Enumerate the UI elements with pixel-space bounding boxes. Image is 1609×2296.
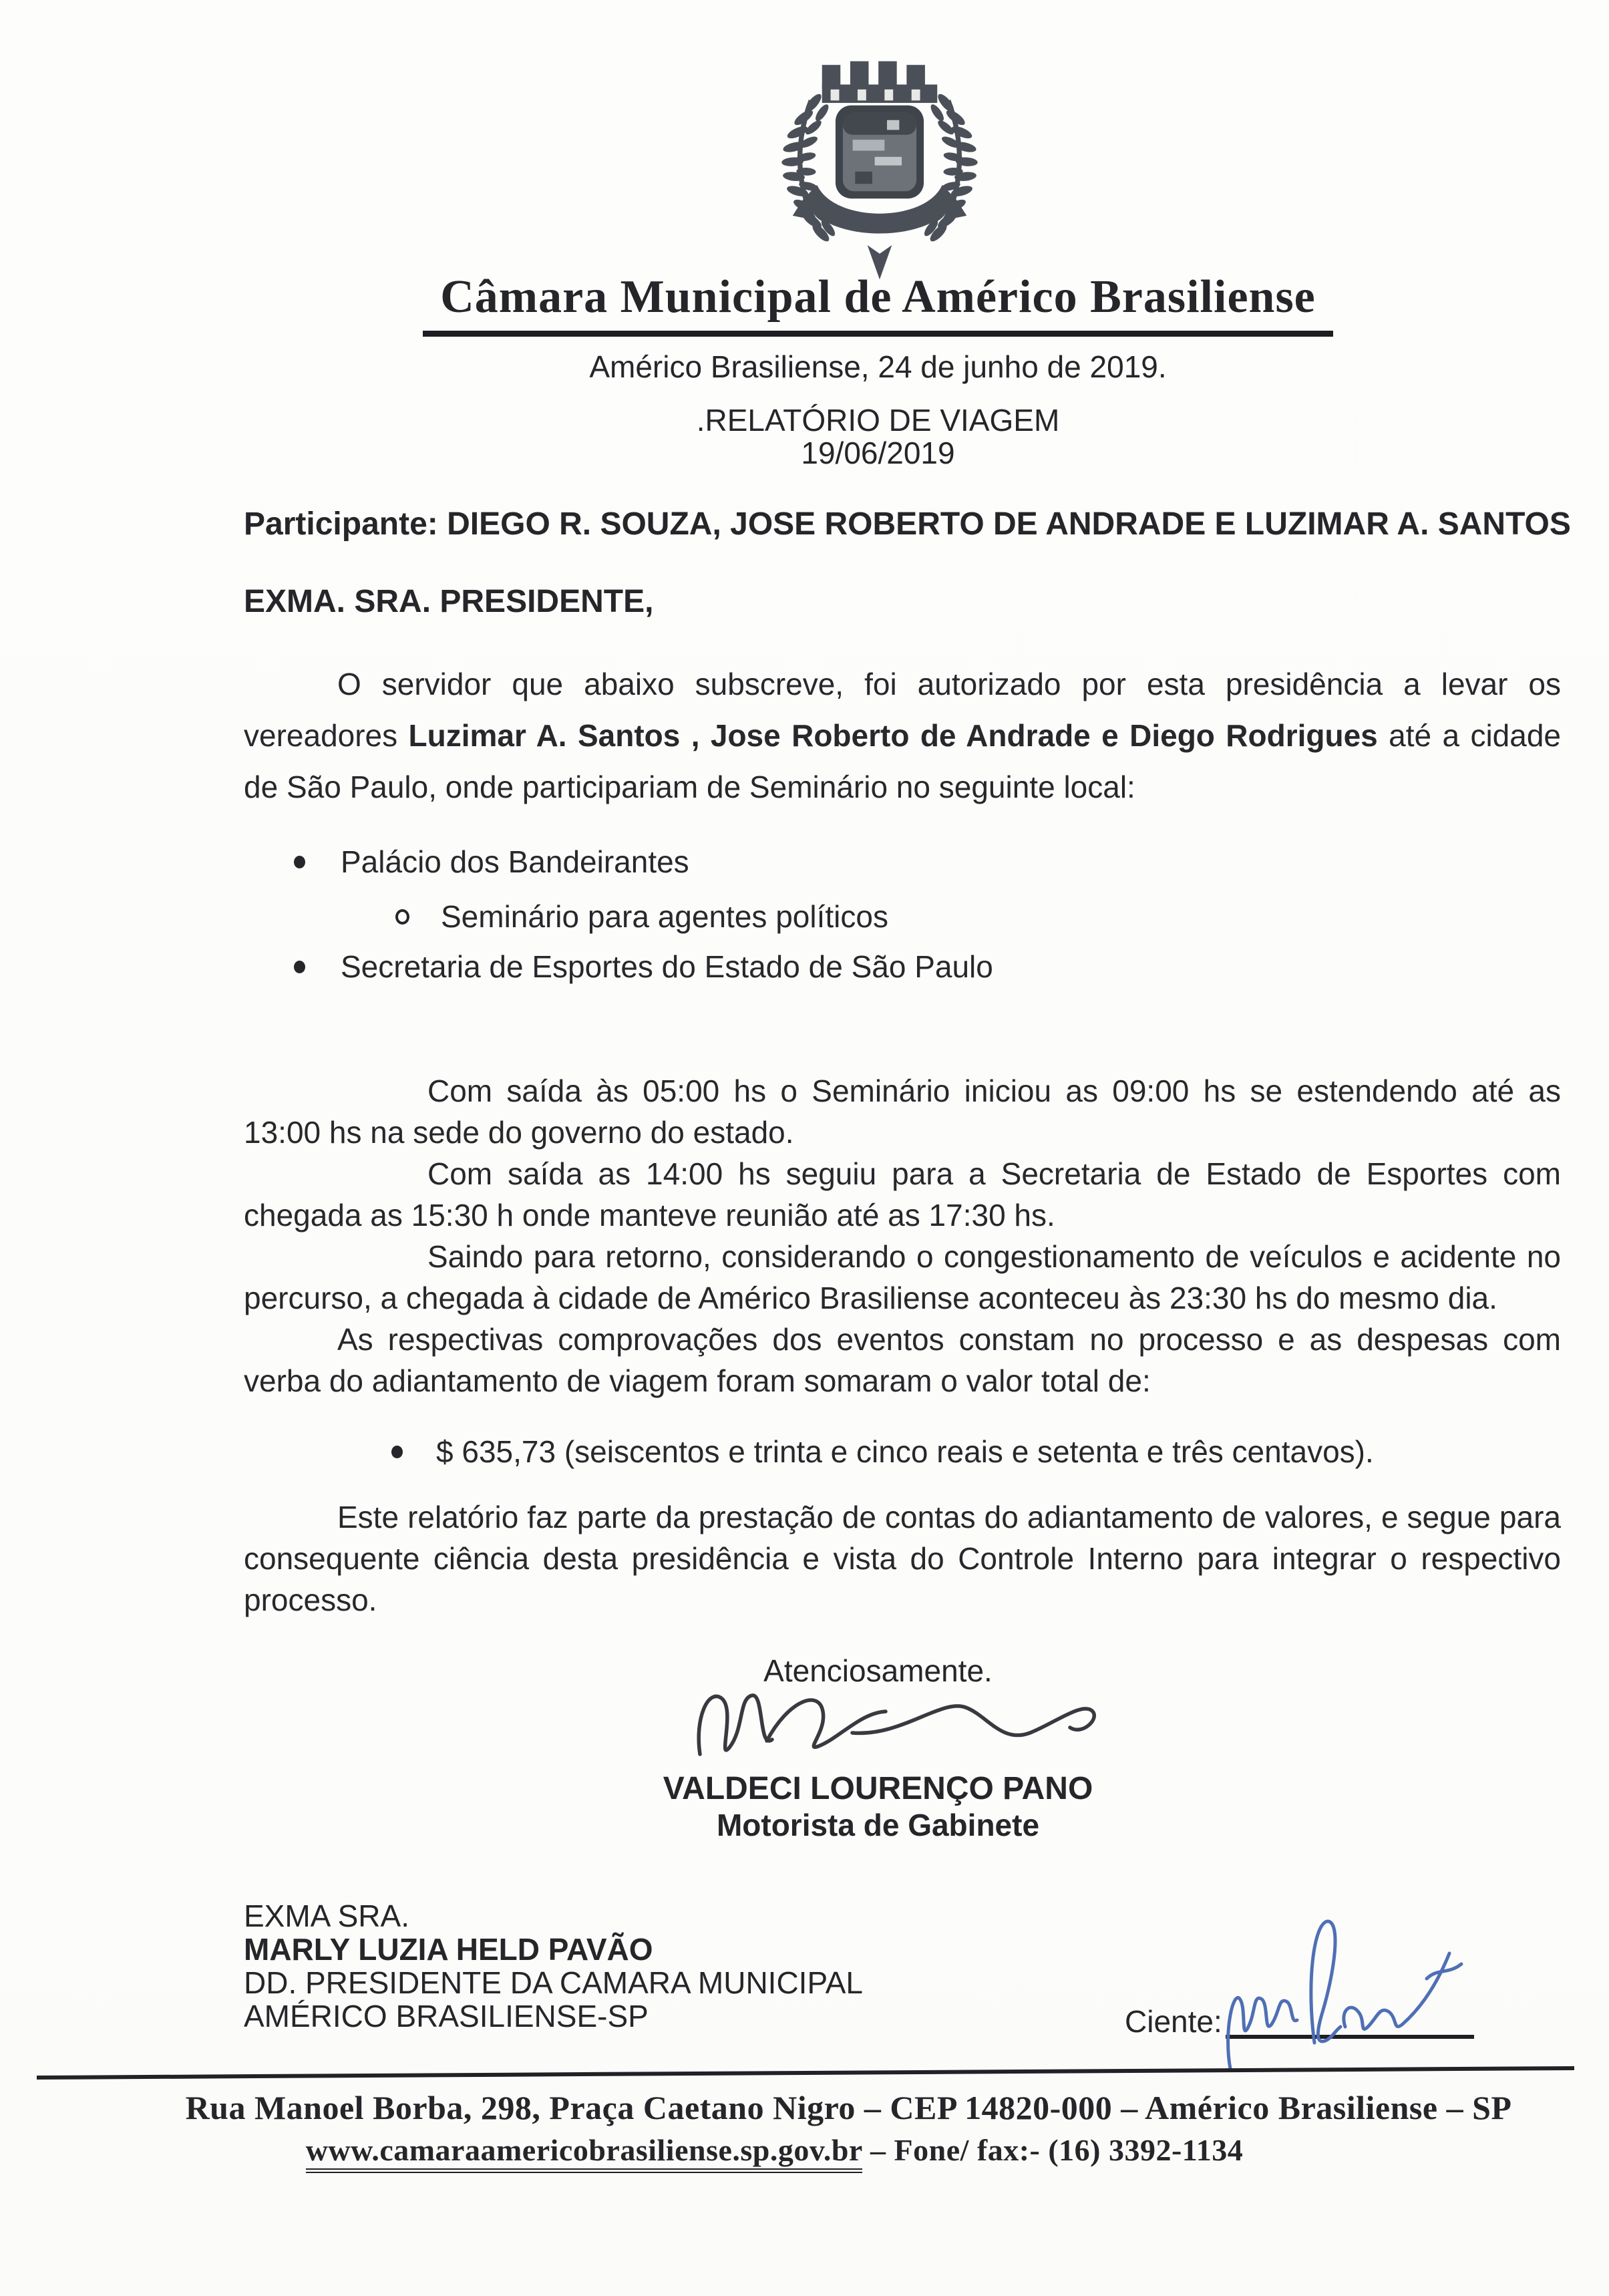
org-title <box>73 271 1609 337</box>
document-date: 19/06/2019 <box>801 436 955 470</box>
narrative-paragraph-4: As respectivas comprovações dos eventos constam no processo e as despesas com verba do adiantamento de viagem foram somaram o valor total de: <box>244 1322 1561 1398</box>
document-title: .RELATÓRIO DE VIAGEM <box>696 403 1060 438</box>
intro-paragraph <box>244 659 1561 813</box>
intro-part1: O servidor que abaixo subscreve, foi autorizado por esta presidência a levar os vereadores <box>244 667 1561 753</box>
footer-contact: – Fone/ fax:- (16) 3392-1134 <box>862 2133 1244 2167</box>
narrative-paragraph-2: Com saída as 14:00 hs seguiu para a Secretaria de Estado de Esportes com chegada as 15:30 h onde manteve reunião até as 17:30 hs. <box>244 1156 1561 1233</box>
addressee-line-4: AMÉRICO BRASILIENSE-SP <box>244 1999 649 2033</box>
footer-address: Rua Manoel Borba, 298, Praça Caetano Nigro – CEP 14820-000 – Américo Brasiliense – SP <box>185 2089 1512 2126</box>
coat-of-arms-icon <box>753 59 1006 282</box>
salutation: EXMA. SRA. PRESIDENTE, <box>244 584 654 619</box>
narrative-paragraph-1: Com saída às 05:00 hs o Seminário iniciou as 09:00 hs se estendendo até as 13:00 hs na sede do governo do estado. <box>244 1074 1561 1150</box>
footer-website: www.camaraamericobrasiliense.sp.gov.br <box>306 2133 862 2173</box>
org-title-text: Câmara Municipal de Américo Brasiliense <box>440 271 1316 323</box>
location-bullet-3 <box>294 949 993 985</box>
bullet-circle-icon <box>395 909 409 925</box>
participants-label: Participante: <box>244 506 438 542</box>
ciente-label: Ciente: <box>1125 2004 1222 2039</box>
participants-names: DIEGO R. SOUZA, JOSE ROBERTO DE ANDRADE E LUZIMAR A. SANTOS <box>437 506 1571 542</box>
amount-text: $ 635,73 (seiscentos e trinta e cinco reais e setenta e três centavos). <box>436 1434 1374 1469</box>
bullet-dot-icon <box>391 1446 403 1458</box>
intro-bold-names: Luzimar A. Santos , Jose Roberto de Andrade e Diego Rodrigues <box>408 718 1378 753</box>
closing-paragraph-text: Este relatório faz parte da prestação de contas do adiantamento de valores, e segue para consequente ciência desta presidência e vista do Controle Interno para integrar o respectivo processo. <box>244 1500 1561 1617</box>
driver-signature <box>688 1671 1115 1778</box>
addressee-block <box>244 1899 863 2033</box>
intro-part2: até a cidade de São Paulo, onde participariam de Seminário no seguinte local: <box>244 718 1562 804</box>
closing-paragraph <box>244 1496 1561 1621</box>
closing-salutation: Atenciosamente. <box>763 1653 993 1688</box>
addressee-line-3: DD. PRESIDENTE DA CAMARA MUNICIPAL <box>244 1965 863 2000</box>
location-text: Secretaria de Esportes do Estado de São Paulo <box>341 949 993 984</box>
addressee-line-1: EXMA SRA. <box>244 1899 409 1933</box>
signer-name: VALDECI LOURENÇO PANO <box>663 1771 1093 1806</box>
bullet-dot-icon <box>294 961 305 973</box>
location-text: Palácio dos Bandeirantes <box>341 844 689 879</box>
president-signature <box>1214 1912 1495 2078</box>
bullet-dot-icon <box>294 856 305 868</box>
signer-role: Motorista de Gabinete <box>716 1808 1040 1842</box>
narrative-paragraph-3: Saindo para retorno, considerando o congestionamento de veículos e acidente no percurso, a chegada à cidade de Américo Brasiliense aconteceu às 23:30 hs do mesmo dia. <box>244 1239 1561 1315</box>
addressee-line-2: MARLY LUZIA HELD PAVÃO <box>244 1932 653 1967</box>
location-bullet-1 <box>294 844 689 880</box>
location-bullet-2 <box>395 898 888 935</box>
participants-line <box>244 506 1571 543</box>
amount-bullet <box>391 1434 1374 1470</box>
place-date: Américo Brasiliense, 24 de junho de 2019. <box>589 349 1167 384</box>
location-text: Seminário para agentes políticos <box>441 899 888 934</box>
narrative-block <box>244 1070 1561 1402</box>
footer-contact-line <box>0 2132 1579 2168</box>
